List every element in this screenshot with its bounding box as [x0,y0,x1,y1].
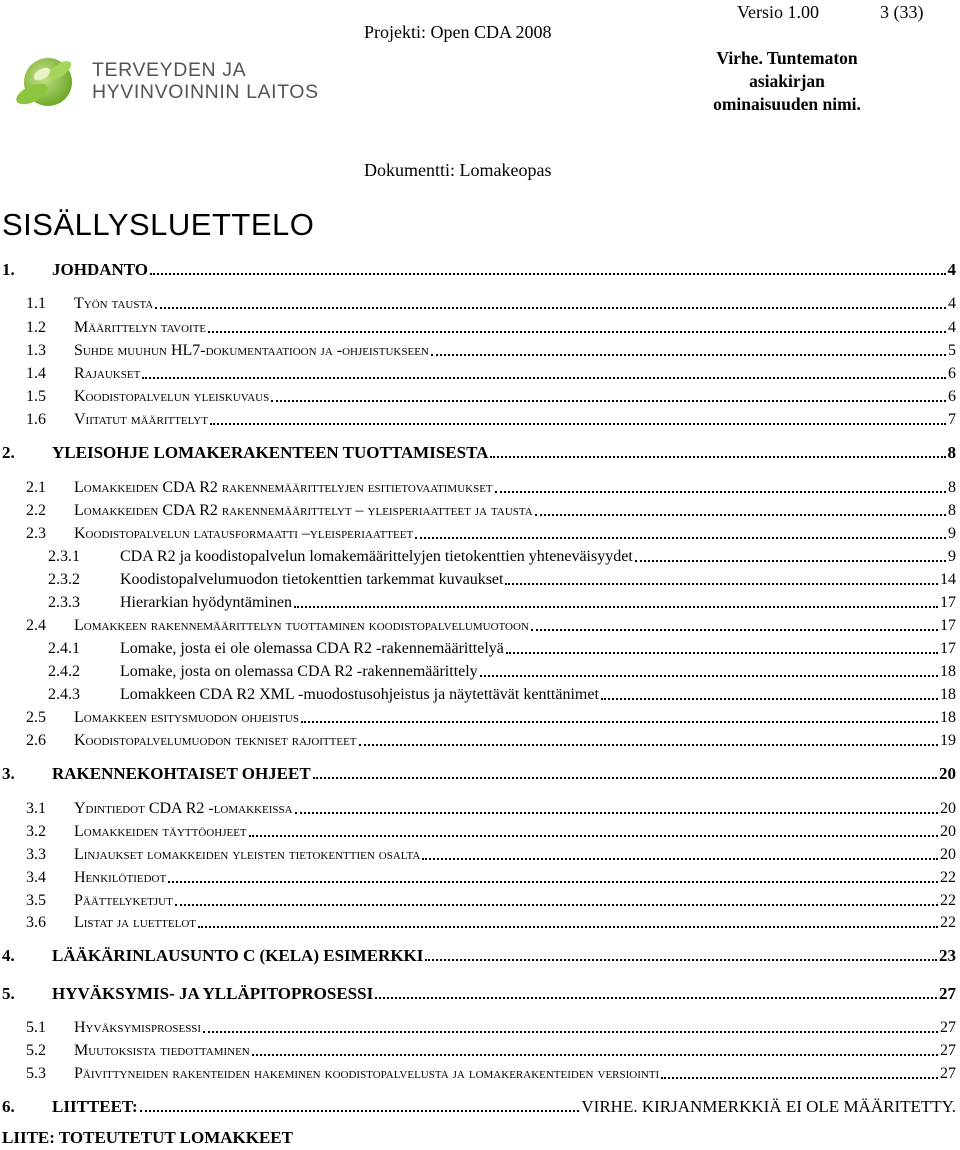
toc-entry-page: 8 [948,502,956,519]
toc-entry-title: YLEISOHJE LOMAKERAKENTEEN TUOTTAMISESTA [52,443,489,462]
toc-leader-dots [480,674,938,677]
toc-entry[interactable] [0,762,956,786]
toc-entry-title: Suhde muuhun HL7-dokumentaatioon ja -ohjeistukseen [74,342,429,359]
toc-entry-number: 2.4 [26,617,46,634]
toc-leader-dots [175,903,938,906]
toc-leader-dots [140,1109,580,1112]
toc-entry-title: Lomakkeen esitysmuodon ohjeistus [74,709,299,726]
toc-leader-dots [142,376,946,379]
toc-entry[interactable] [0,476,956,500]
toc-entry-page: 18 [940,709,956,726]
toc-entry[interactable] [0,729,956,753]
toc-entry-title: Työn tausta [74,295,154,312]
toc-entry-page: 20 [939,764,956,783]
thl-logo-icon [12,50,82,112]
toc-entry-number: 2.4.2 [48,663,80,680]
toc-entry-title: Lomakkeen CDA R2 XML -muodostusohjeistus ja näytettävät kenttänimet [120,686,599,703]
toc-entry-page: 18 [940,663,956,680]
toc-entry-page: 27 [940,1065,956,1082]
toc-entry-page: 6 [948,388,956,405]
toc-entry-page: 20 [940,846,956,863]
toc-entry-page: 22 [940,914,956,931]
toc-entry[interactable] [0,362,956,386]
toc-leader-dots [249,834,938,837]
toc-entry[interactable] [0,683,956,707]
toc-leader-dots [531,628,938,631]
toc-entry[interactable] [0,866,956,890]
toc-entry-page: 7 [948,411,956,428]
toc-entry[interactable] [0,591,956,615]
toc-entry-number: 2.3.2 [48,571,80,588]
toc-leader-dots [415,536,946,539]
logo-line-1: TERVEYDEN JA [92,59,247,81]
toc-leader-dots [155,306,946,309]
toc-entry-page: VIRHE. KIRJANMERKKIÄ EI OLE MÄÄRITETTY. [581,1097,956,1116]
toc-entry-number: 5. [2,984,15,1003]
toc-title: SISÄLLYSLUETTELO [2,207,315,242]
toc-entry-page: 8 [947,443,956,462]
toc-leader-dots [495,490,946,493]
toc-leader-dots [210,422,946,425]
toc-entry-title: Muutoksista tiedottaminen [74,1042,250,1059]
toc-entry-title: RAKENNEKOHTAISET OHJEET [52,764,311,783]
toc-entry-number: 3.6 [26,914,46,931]
toc-leader-dots [431,353,946,356]
toc-entry-page: 27 [940,1019,956,1036]
toc-entry[interactable] [0,545,956,569]
organization-logo [12,50,322,112]
toc-entry-title: CDA R2 ja koodistopalvelun lomakemäärittelyjen tietokenttien yhteneväisyydet [120,548,633,565]
toc-entry-number: 4. [2,946,15,965]
toc-entry-number: 1.1 [26,295,46,312]
toc-leader-dots [601,697,938,700]
toc-entry-number: 1.3 [26,342,46,359]
toc-entry-number: 2.1 [26,479,46,496]
toc-entry-number: 1.5 [26,388,46,405]
toc-entry-title: Lomakkeen rakennemäärittelyn tuottaminen koodistopalvelumuotoon [74,617,529,634]
toc-entry-title: Lomakkeiden CDA R2 rakennemäärittelyt – yleisperiaatteet ja tausta [74,502,533,519]
toc-entry-page: 20 [940,823,956,840]
toc-entry-page: 22 [940,869,956,886]
toc-entry-number: 3. [2,764,15,783]
toc-leader-dots [422,857,938,860]
toc-entry-number: 2.3.3 [48,594,80,611]
toc-entry-page: 4 [947,260,956,279]
toc-entry[interactable] [0,660,956,684]
toc-entry-page: 6 [948,365,956,382]
toc-entry-number: 2.2 [26,502,46,519]
toc-entry-page: 20 [940,800,956,817]
toc-leader-dots [359,743,938,746]
toc-leader-dots [505,582,938,585]
appendix-heading: LIITE: TOTEUTETUT LOMAKKEET [2,1128,293,1147]
toc-entry-page: 9 [948,548,956,565]
toc-entry[interactable] [0,339,956,363]
toc-entry-number: 2.6 [26,732,46,749]
toc-entry-number: 1. [2,260,15,279]
toc-leader-dots [313,776,937,779]
toc-entry-page: 27 [940,1042,956,1059]
toc-entry[interactable] [0,258,956,282]
toc-entry-page: 17 [940,640,956,657]
toc-entry[interactable] [0,316,956,340]
toc-entry-title: Viitatut määrittelyt [74,411,208,428]
toc-entry-number: 2.4.1 [48,640,80,657]
toc-entry-title: Hyväksymisprosessi [74,1019,202,1036]
toc-leader-dots [425,958,937,961]
toc-entry-title: Rajaukset [74,365,141,382]
toc-leader-dots [661,1076,938,1079]
toc-entry[interactable] [0,292,956,316]
toc-entry[interactable] [0,944,956,968]
toc-entry-title: Koodistopalvelun yleiskuvaus [74,388,270,405]
toc-entry-title: Lomake, josta ei ole olemassa CDA R2 -rakennemäärittelyä [120,640,504,657]
toc-entry-number: 1.6 [26,411,46,428]
toc-entry-page: 17 [940,594,956,611]
toc-entry[interactable] [0,1095,956,1119]
toc-entry-title: LIITTEET: [52,1097,138,1116]
project-name: Projekti: Open CDA 2008 [364,22,552,42]
toc-leader-dots [168,880,938,883]
toc-entry[interactable] [0,522,956,546]
toc-entry-page: 14 [940,571,956,588]
toc-entry-title: Henkilötiedot [74,869,167,886]
toc-entry-title: Linjaukset lomakkeiden yleisten tietokenttien osalta [74,846,421,863]
toc-entry-page: 19 [940,732,956,749]
toc-entry[interactable] [0,568,956,592]
toc-leader-dots [208,330,946,333]
toc-entry-number: 5.3 [26,1065,46,1082]
toc-entry[interactable] [0,820,956,844]
toc-entry-page: 18 [940,686,956,703]
toc-entry-page: 22 [940,892,956,909]
toc-entry-title: LÄÄKÄRINLAUSUNTO C (KELA) ESIMERKKI [52,946,424,965]
toc-entry[interactable] [0,614,956,638]
toc-leader-dots [295,811,938,814]
toc-entry-number: 3.3 [26,846,46,863]
toc-entry-number: 5.2 [26,1042,46,1059]
toc-entry-title: Päättelyketjut [74,892,173,909]
toc-entry-title: HYVÄKSYMIS- JA YLLÄPITOPROSESSI [52,984,374,1003]
toc-entry[interactable] [0,843,956,867]
toc-entry-page: 23 [939,946,956,965]
toc-entry-number: 6. [2,1097,15,1116]
toc-entry-page: 4 [948,295,956,312]
toc-entry-title: Lomake, josta on olemassa CDA R2 -rakennemäärittely [120,663,478,680]
toc-leader-dots [506,651,938,654]
toc-entry[interactable] [0,982,956,1006]
toc-entry[interactable] [0,1016,956,1040]
toc-entry[interactable] [0,1039,956,1063]
toc-entry-title: Koodistopalvelumuodon tietokenttien tarkemmat kuvaukset [120,571,504,588]
field-error-text: Virhe. Tuntematon asiakirjan ominaisuuden nimi. [713,48,861,114]
toc-entry[interactable] [0,1062,956,1086]
toc-entry-title: Lomakkeiden CDA R2 rakennemäärittelyjen esitietovaatimukset [74,479,493,496]
page-number: 3 (33) [880,2,924,22]
toc-entry[interactable] [0,797,956,821]
toc-entry[interactable] [0,911,956,935]
toc-entry[interactable] [0,889,956,913]
toc-entry[interactable] [0,385,956,409]
toc-entry-number: 2.3.1 [48,548,80,565]
document-name: Dokumentti: Lomakeopas [364,160,552,180]
toc-entry-title: Päivittyneiden rakenteiden hakeminen koodistopalvelusta ja lomakerakenteiden versiointi [74,1065,660,1082]
logo-line-2: HYVINVOINNIN LAITOS [92,81,319,103]
toc-entry-page: 27 [939,984,956,1003]
toc-entry-title: Hierarkian hyödyntäminen [120,594,292,611]
toc-entry-number: 2.4.3 [48,686,80,703]
toc-entry[interactable] [0,706,956,730]
toc-entry-number: 3.1 [26,800,46,817]
toc-entry-number: 2.3 [26,525,46,542]
toc-entry-page: 5 [948,342,956,359]
toc-entry-number: 2. [2,443,15,462]
toc-entry-title: Lomakkeiden täyttöohjeet [74,823,247,840]
toc-leader-dots [198,925,938,928]
toc-entry-title: Koodistopalvelumuodon tekniset rajoitteet [74,732,357,749]
toc-entry-number: 1.4 [26,365,46,382]
toc-leader-dots [252,1053,938,1056]
toc-leader-dots [375,996,937,999]
toc-entry-title: Listat ja luettelot [74,914,196,931]
toc-entry-number: 2.5 [26,709,46,726]
toc-entry-number: 3.4 [26,869,46,886]
version-label: Versio 1.00 [737,2,819,22]
toc-leader-dots [203,1030,938,1033]
toc-entry-title: Määrittelyn tavoite [74,319,207,336]
toc-leader-dots [150,272,945,275]
toc-leader-dots [294,605,938,608]
toc-entry[interactable] [0,408,956,432]
toc-entry-page: 4 [948,319,956,336]
toc-entry[interactable] [0,499,956,523]
toc-leader-dots [490,455,945,458]
toc-leader-dots [635,559,946,562]
toc-entry-title: Ydintiedot CDA R2 -lomakkeissa [74,800,293,817]
toc-leader-dots [271,399,946,402]
toc-entry-page: 17 [940,617,956,634]
toc-entry[interactable] [0,637,956,661]
toc-entry-title: Koodistopalvelun latausformaatti –yleisperiaatteet [74,525,414,542]
toc-entry-page: 9 [948,525,956,542]
toc-entry-number: 3.5 [26,892,46,909]
toc-leader-dots [301,720,938,723]
toc-entry-number: 1.2 [26,319,46,336]
toc-entry-title: JOHDANTO [52,260,149,279]
toc-leader-dots [535,513,946,516]
toc-entry[interactable] [0,441,956,465]
toc-entry-number: 5.1 [26,1019,46,1036]
toc-entry-number: 3.2 [26,823,46,840]
toc-entry-page: 8 [948,479,956,496]
